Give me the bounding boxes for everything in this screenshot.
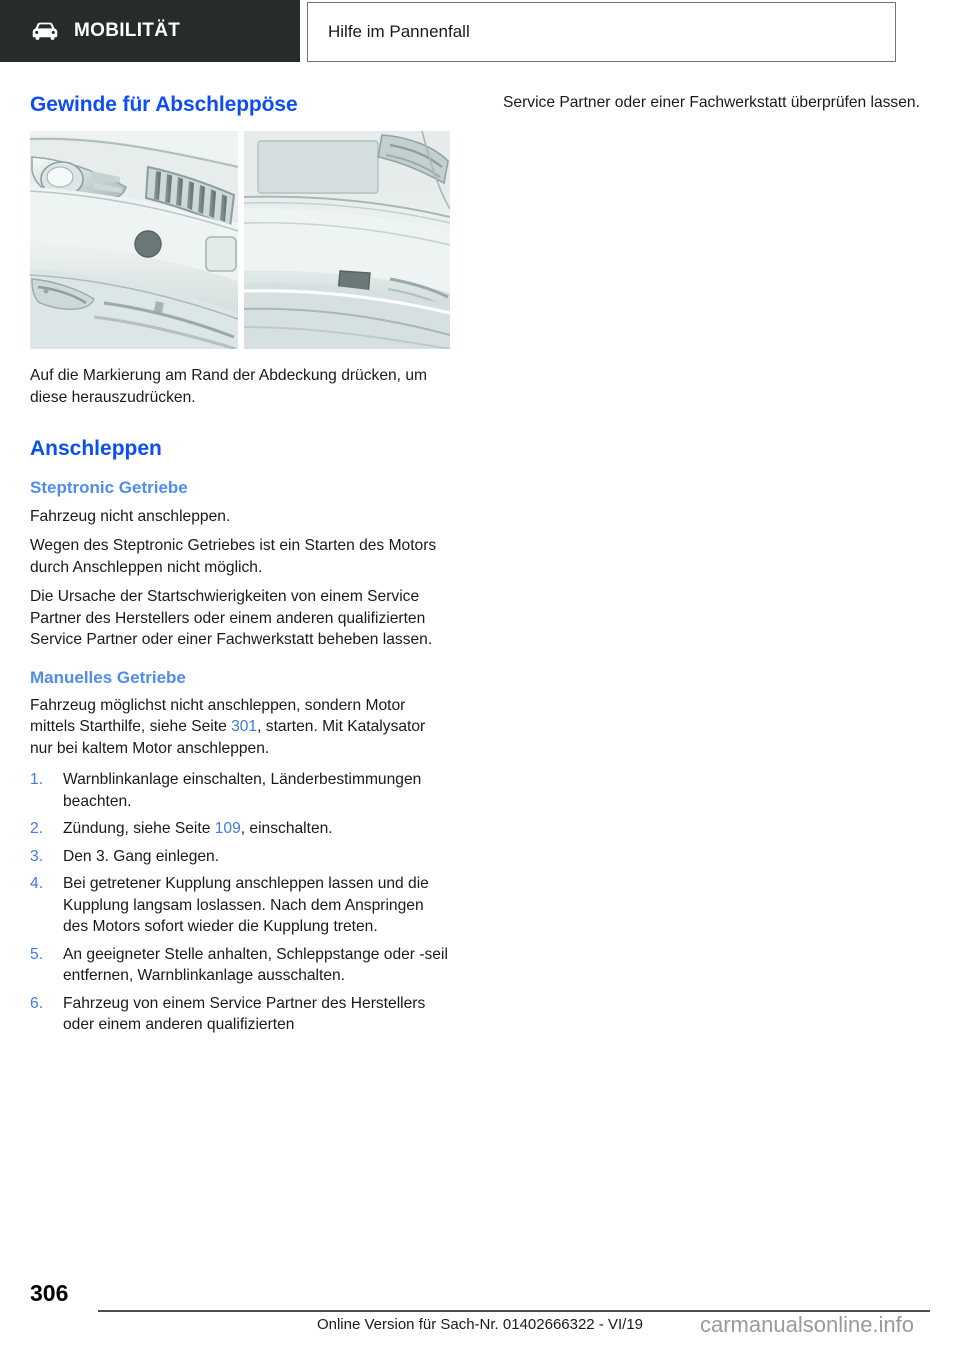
section-heading-anschleppen: Anschleppen [30, 437, 162, 461]
step-text: Fahrzeug von einem Service Partner des Herstellers oder einem anderen qualifizierten [63, 994, 426, 1034]
manuelles-intro-text-after: , starten. Mit Katalysator nur bei kaltem Motor anschleppen. [30, 718, 426, 757]
step-text-after: , einschalten. [240, 820, 333, 838]
list-item [30, 993, 450, 1036]
watermark: carmanualsonline.info [700, 1312, 915, 1337]
footer-note: Online Version für Sach-Nr. 01402666322 - VI/19 [316, 1316, 644, 1333]
page-header [0, 0, 960, 64]
figure-caption: Auf die Markierung am Rand der Abdeckung drücken, um diese herauszudrücken. [30, 367, 427, 406]
page-number: 306 [30, 1280, 69, 1306]
steptronic-paragraph-3: Die Ursache der Startschwierigkeiten von einem Service Partner des Herstellers oder einem anderen qualifizierten Service Partner oder einer Fachwerkstatt beheben lassen. [30, 588, 433, 649]
step-text-before: Zündung, siehe Seite [63, 820, 215, 838]
manuelles-intro-paragraph [30, 695, 450, 760]
list-item [30, 818, 450, 840]
section-label: Hilfe im Pannenfall [328, 22, 470, 41]
chapter-label: MOBILITÄT [74, 20, 181, 41]
manuelles-intro-text-before: Fahrzeug möglichst nicht anschleppen, sondern Motor mittels Starthilfe, siehe Seite [30, 696, 406, 736]
subheading-manuelles-getriebe: Manuelles Getriebe [30, 667, 186, 687]
page-reference-109[interactable]: 109 [214, 820, 241, 838]
page-reference-301[interactable]: 301 [231, 718, 258, 736]
step-text: Den 3. Gang einlegen. [63, 847, 220, 865]
right-column [503, 92, 923, 122]
page-title: Gewinde für Abschleppöse [30, 93, 298, 116]
list-item [30, 873, 450, 938]
left-column [30, 92, 450, 1042]
step-text: Warnblinkanlage einschalten, Länderbestimmungen beachten. [63, 771, 422, 810]
car-front-icon [30, 20, 60, 42]
step-text: Bei getretener Kupplung anschleppen lassen und die Kupplung langsam loslassen. Nach dem Anspringen des Motors sofort wieder die Kupplung treten. [63, 875, 429, 936]
step-text: An geeigneter Stelle anhalten, Schleppstange oder -seil entfernen, Warnblinkanlage ausschalten. [63, 945, 448, 985]
list-item [30, 846, 450, 868]
list-item [30, 944, 450, 987]
page-content [0, 92, 960, 1282]
list-item [30, 769, 450, 812]
steptronic-paragraph-2: Wegen des Steptronic Getriebes ist ein Starten des Motors durch Anschleppen nicht möglich. [30, 537, 437, 576]
anschleppen-step-list [30, 769, 450, 1036]
steptronic-paragraph-1: Fahrzeug nicht anschleppen. [30, 507, 231, 525]
chapter-tab[interactable] [0, 0, 300, 62]
section-tab[interactable] [307, 2, 896, 62]
subheading-steptronic: Steptronic Getriebe [30, 478, 188, 498]
page-footer [0, 1282, 960, 1362]
continuation-paragraph: Service Partner oder einer Fachwerkstatt überprüfen lassen. [503, 94, 920, 111]
tow-eye-illustration [30, 131, 450, 349]
